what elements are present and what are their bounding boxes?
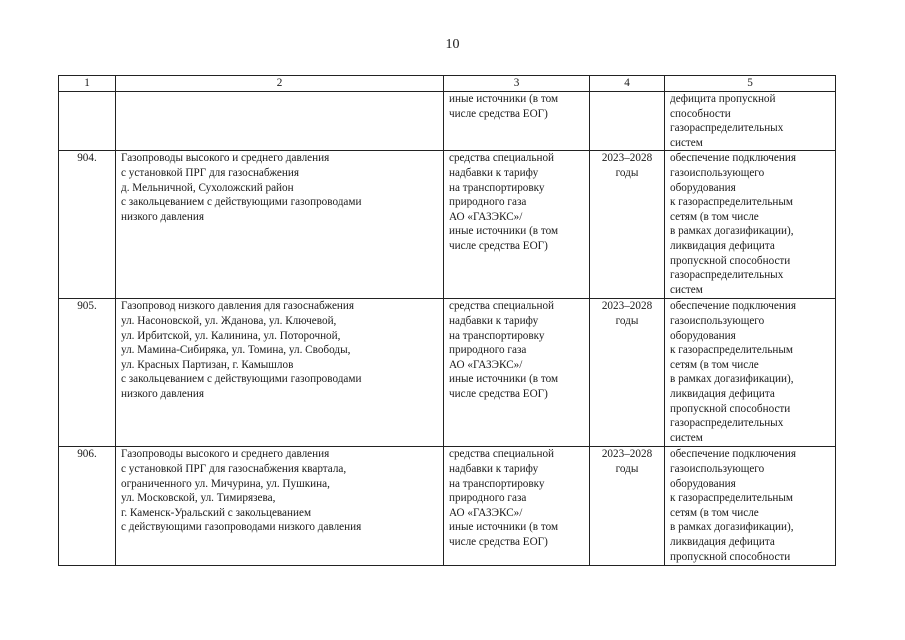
text-line: надбавки к тарифу: [449, 462, 539, 475]
text-line: годы: [615, 462, 639, 475]
text-line: оборудования: [670, 181, 736, 194]
header-row: [59, 76, 836, 92]
text-line: ликвидация дефицита: [670, 535, 775, 548]
text-line: числе средства ЕОГ): [449, 239, 548, 252]
text-line: к газораспределительным: [670, 492, 794, 505]
cell-period: [590, 447, 665, 566]
text-line: иные источники (в том: [449, 373, 559, 386]
text-line: на транспортировку: [449, 181, 545, 194]
text-line: сетям (в том числе: [670, 210, 759, 223]
cell-sources: [444, 447, 590, 566]
cell-name: [116, 92, 444, 151]
text-line: иные источники (в том: [449, 521, 559, 534]
text-line: ул. Красных Партизан, г. Камышлов: [121, 358, 294, 371]
text-line: числе средства ЕОГ): [449, 107, 548, 120]
text-line: обеспечение подключения: [670, 448, 796, 461]
text-line: числе средства ЕОГ): [449, 535, 548, 548]
cell-sources: [444, 151, 590, 299]
text-line: на транспортировку: [449, 329, 545, 342]
text-line: ул. Ирбитской, ул. Калинина, ул. Поторочной,: [121, 329, 341, 342]
text-line: оборудования: [670, 477, 736, 490]
cell-name: [116, 447, 444, 566]
text-line: газоиспользующего: [670, 166, 765, 179]
column-header-1: 1: [59, 76, 116, 92]
text-line: с установкой ПРГ для газоснабжения: [121, 166, 299, 179]
text-line: к газораспределительным: [670, 196, 794, 209]
table-row: [59, 299, 836, 447]
text-line: надбавки к тарифу: [449, 166, 539, 179]
cell-period: [590, 299, 665, 447]
text-line: систем: [670, 431, 703, 444]
text-line: ограниченного ул. Мичурина, ул. Пушкина,: [121, 477, 330, 490]
text-line: обеспечение подключения: [670, 300, 796, 313]
text-line: с действующими газопроводами низкого давления: [121, 521, 362, 534]
text-line: средства специальной: [449, 300, 555, 313]
cell-goal: [665, 447, 836, 566]
text-line: к газораспределительным: [670, 344, 794, 357]
row-number: 905.: [59, 299, 116, 447]
cell-sources: [444, 299, 590, 447]
column-header-4: 4: [590, 76, 665, 92]
text-line: г. Каменск-Уральский с закольцеванием: [121, 506, 312, 519]
cell-sources: [444, 92, 590, 151]
table-row: [59, 151, 836, 299]
text-line: способности: [670, 107, 731, 120]
cell-name: [116, 151, 444, 299]
text-line: надбавки к тарифу: [449, 314, 539, 327]
text-line: средства специальной: [449, 152, 555, 165]
text-line: пропускной способности: [670, 402, 791, 415]
text-line: годы: [615, 314, 639, 327]
text-line: природного газа: [449, 196, 527, 209]
text-line: газораспределительных: [670, 417, 784, 430]
text-line: низкого давления: [121, 210, 205, 223]
row-number: 906.: [59, 447, 116, 566]
text-line: в рамках догазификации),: [670, 521, 794, 534]
text-line: ул. Насоновской, ул. Жданова, ул. Ключевой,: [121, 314, 337, 327]
column-header-2: 2: [116, 76, 444, 92]
cell-period: [590, 151, 665, 299]
text-line: дефицита пропускной: [670, 93, 776, 105]
data-table: [58, 75, 836, 566]
table-row: [59, 447, 836, 566]
text-line: оборудования: [670, 329, 736, 342]
text-line: газоиспользующего: [670, 314, 765, 327]
cell-goal: [665, 92, 836, 151]
continuation-row: [59, 92, 836, 151]
column-header-3: 3: [444, 76, 590, 92]
text-line: АО «ГАЗЭКС»/: [449, 506, 523, 519]
text-line: 2023–2028: [601, 448, 653, 461]
text-line: Газопроводы высокого и среднего давления: [121, 152, 330, 165]
text-line: ликвидация дефицита: [670, 387, 775, 400]
text-line: Газопроводы высокого и среднего давления: [121, 448, 330, 461]
text-line: пропускной способности: [670, 550, 791, 563]
cell-name: [116, 299, 444, 447]
text-line: АО «ГАЗЭКС»/: [449, 210, 523, 223]
text-line: средства специальной: [449, 448, 555, 461]
text-line: 2023–2028: [601, 300, 653, 313]
text-line: ул. Московской, ул. Тимирязева,: [121, 492, 276, 505]
text-line: на транспортировку: [449, 477, 545, 490]
text-line: Газопровод низкого давления для газоснабжения: [121, 300, 355, 313]
text-line: газораспределительных: [670, 122, 784, 135]
text-line: годы: [615, 166, 639, 179]
text-line: с установкой ПРГ для газоснабжения квартала,: [121, 462, 347, 475]
cell-period: [590, 92, 665, 151]
text-line: в рамках догазификации),: [670, 225, 794, 238]
text-line: систем: [670, 136, 703, 149]
text-line: с закольцеванием с действующими газопроводами: [121, 373, 362, 386]
text-line: 2023–2028: [601, 152, 653, 165]
text-line: числе средства ЕОГ): [449, 387, 548, 400]
cell-goal: [665, 151, 836, 299]
page-number: 10: [445, 37, 460, 52]
text-line: природного газа: [449, 492, 527, 505]
text-line: иные источники (в том: [449, 225, 559, 238]
cell-num: [59, 92, 116, 151]
text-line: низкого давления: [121, 387, 205, 400]
cell-goal: [665, 299, 836, 447]
text-line: газораспределительных: [670, 269, 784, 282]
text-line: природного газа: [449, 344, 527, 357]
text-line: обеспечение подключения: [670, 152, 796, 165]
text-line: ул. Мамина-Сибиряка, ул. Томина, ул. Свободы,: [121, 344, 351, 357]
text-line: АО «ГАЗЭКС»/: [449, 358, 523, 371]
text-line: ликвидация дефицита: [670, 239, 775, 252]
text-line: иные источники (в том: [449, 93, 559, 105]
row-number: 904.: [59, 151, 116, 299]
text-line: сетям (в том числе: [670, 506, 759, 519]
text-line: газоиспользующего: [670, 462, 765, 475]
text-line: с закольцеванием с действующими газопроводами: [121, 196, 362, 209]
text-line: д. Мельничной, Сухоложский район: [121, 181, 294, 194]
column-header-5: 5: [665, 76, 836, 92]
text-line: систем: [670, 283, 703, 296]
text-line: сетям (в том числе: [670, 358, 759, 371]
text-line: пропускной способности: [670, 254, 791, 267]
text-line: в рамках догазификации),: [670, 373, 794, 386]
